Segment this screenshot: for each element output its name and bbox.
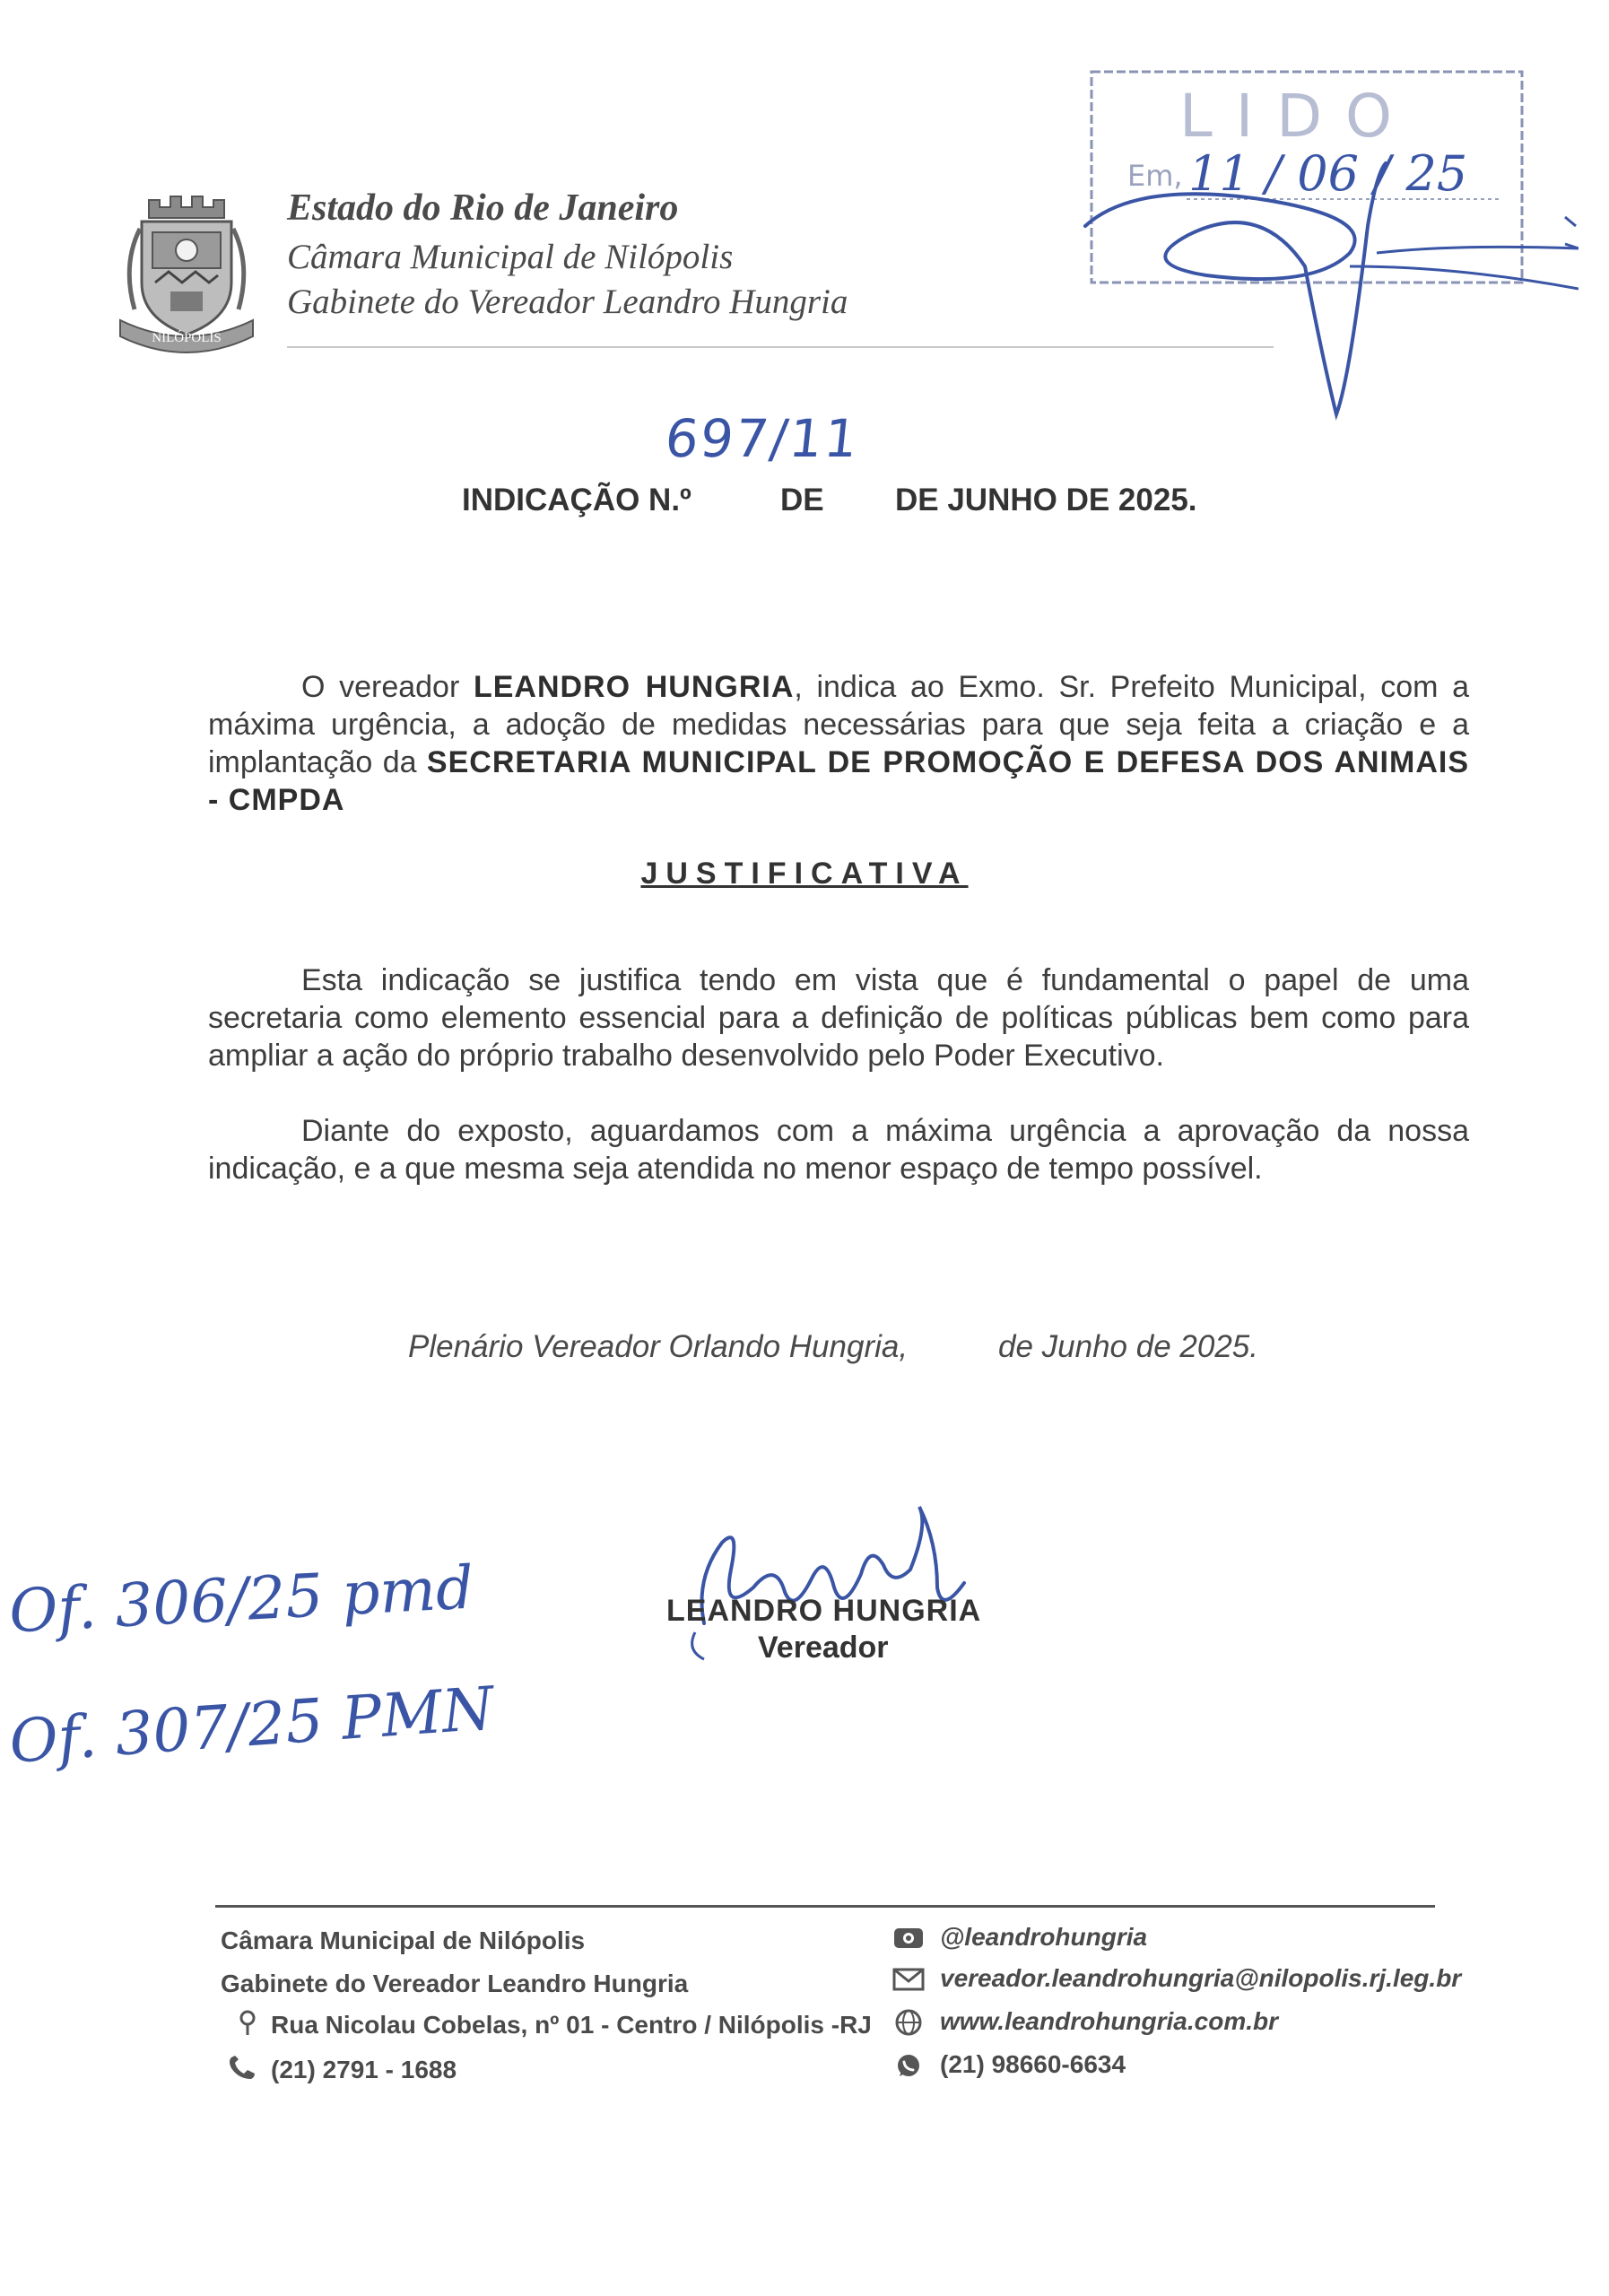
signer-name: LEANDRO HUNGRIA [666, 1594, 982, 1628]
instagram-icon [892, 1925, 925, 1952]
footer-website: www.leandrohungria.com.br [940, 2007, 1279, 2035]
closing-date: de Junho de 2025. [998, 1329, 1258, 1364]
p1-councillor-name: LEANDRO HUNGRIA [473, 670, 795, 704]
municipal-crest-icon [115, 193, 258, 354]
phone-icon [226, 2054, 258, 2081]
closing-paragraph [208, 1112, 1469, 1187]
globe-icon [892, 2009, 925, 2036]
p1-text: , indica ao Exmo. Sr. Prefeito Municipal, com a máxima urgência, a adoção de medidas necessárias para que seja feita a criação e a implantação da [208, 670, 1469, 779]
stamp-em-label: Em, [1127, 159, 1183, 193]
footer-phone: (21) 2791 - 1688 [271, 2056, 457, 2083]
indication-prefix: INDICAÇÃO N.º [462, 483, 691, 517]
closing-place: Plenário Vereador Orlando Hungria, [408, 1329, 909, 1364]
stamp-label: LIDO [1179, 82, 1416, 151]
received-stamp [1081, 65, 1579, 441]
whatsapp-icon [892, 2052, 925, 2079]
footer-office: Gabinete do Vereador Leandro Hungria [221, 1970, 689, 1997]
location-pin-icon [231, 2009, 264, 2036]
crest-ribbon-text: NILÓPOLIS [152, 331, 222, 345]
letterhead-office: Gabinete do Vereador Leandro Hungria [287, 283, 848, 321]
handwritten-note-2: Of. 307/25 PMN [6, 1674, 497, 1777]
footer-instagram: @leandrohungria [940, 1923, 1148, 1951]
footer-whatsapp: (21) 98660-6634 [940, 2050, 1126, 2078]
p3-text: Diante do exposto, aguardamos com a máxima urgência a aprovação da nossa indicação, e a que mesma seja atendida no menor espaço de tempo possível. [208, 1114, 1469, 1186]
justificativa-heading: JUSTIFICATIVA [640, 857, 969, 891]
email-icon [892, 1966, 925, 1993]
indication-paragraph [208, 668, 1469, 819]
footer-divider [215, 1905, 1435, 1908]
p1-secretaria: SECRETARIA MUNICIPAL DE PROMOÇÃO E DEFESA DOS ANIMAIS - CMPDA [208, 745, 1470, 817]
indication-de: DE [780, 483, 824, 517]
signer-role: Vereador [758, 1631, 889, 1665]
p2-text: Esta indicação se justifica tendo em vista que é fundamental o papel de uma secretaria como elemento essencial para a definição de políticas públicas bem como para ampliar a ação do próprio trabalho desenvolvido pelo Poder Executivo. [208, 963, 1469, 1073]
handwritten-note-1: Of. 306/25 pmd [7, 1552, 476, 1647]
justification-paragraph [208, 961, 1469, 1074]
letterhead-chamber: Câmara Municipal de Nilópolis [287, 238, 734, 276]
footer-email: vereador.leandrohungria@nilopolis.rj.leg.br [940, 1964, 1462, 1992]
p1-intro: O vereador [301, 670, 474, 704]
footer-address: Rua Nicolau Cobelas, nº 01 - Centro / Nilópolis -RJ [271, 2011, 872, 2039]
stamp-date: 11 / 06 / 25 [1188, 145, 1468, 202]
letterhead-state: Estado do Rio de Janeiro [287, 187, 679, 229]
footer-chamber: Câmara Municipal de Nilópolis [221, 1926, 586, 1954]
handwritten-indication-number: 697/11 [662, 408, 863, 469]
indication-date: DE JUNHO DE 2025. [895, 483, 1197, 517]
